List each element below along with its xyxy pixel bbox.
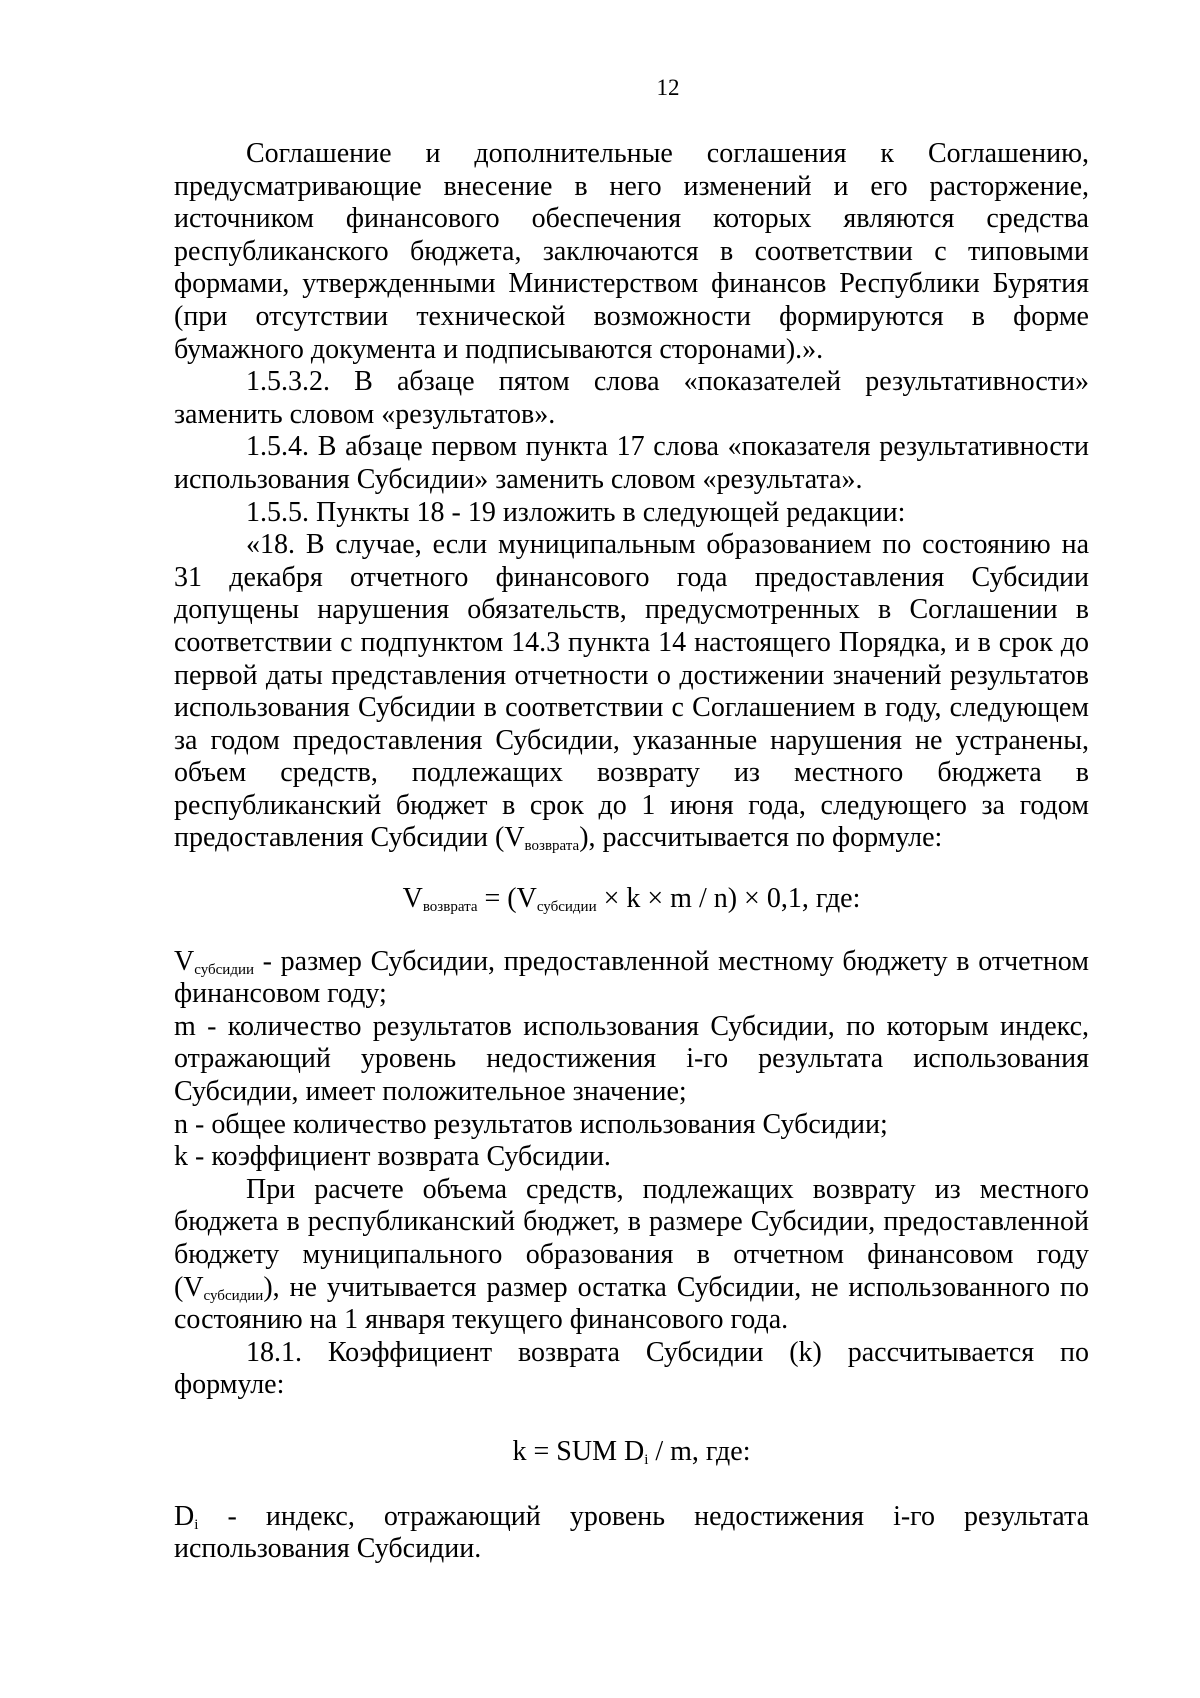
formula-tail: × k × m / n) × 0,1, где: bbox=[596, 883, 861, 915]
item-18-text: «18. В случае, если муниципальным образованием по состоянию на 31 декабря отчетного финансового года предоставления Субсидии допущены нарушения обязательств, предусмотренных в Соглашении в соответствии с подпунктом 14.3 пункта 14 настоящего Порядка, и в срок до первой даты представления отчетности о достижении значений результатов использования Субсидии в соответствии с Соглашением в году, следующем за годом предоставления Субсидии, указанные нарушения не устранены, объем средств, подлежащих возврату из местного бюджета в республиканский бюджет в срок до 1 июня года, следующего за годом предоставления Субсидии (V bbox=[174, 529, 1089, 854]
refund-calc-tail: ), не учитывается размер остатка Субсидии, не использованного по состоянию на 1 января текущего финансового года. bbox=[174, 1271, 1089, 1336]
formula-k-subscript: i bbox=[644, 1451, 649, 1468]
document-body bbox=[174, 138, 1089, 1566]
item-18-subscript: возврата bbox=[524, 838, 580, 855]
definition-v-subscript: субсидии bbox=[194, 961, 254, 978]
definition-d-subscript: i bbox=[194, 1516, 199, 1533]
definition-v-text: - размер Субсидии, предоставленной местному бюджету в отчетном финансовом году; bbox=[174, 945, 1089, 1010]
item-18-tail: ), рассчитывается по формуле: bbox=[579, 822, 943, 854]
formula-k-main: k = SUM D bbox=[512, 1435, 645, 1467]
paragraph-refund-calculation bbox=[174, 1174, 1089, 1337]
formula-refund-volume bbox=[174, 883, 1089, 916]
formula-middle: = (V bbox=[477, 883, 537, 915]
paragraph-1-5-4: 1.5.4. В абзаце первом пункта 17 слова «показателя результативности использования Субсидии» заменить словом «результата». bbox=[174, 431, 1089, 495]
definition-d-index bbox=[174, 1501, 1089, 1566]
definition-v: V bbox=[174, 945, 195, 977]
definition-d: D bbox=[174, 1500, 195, 1532]
paragraph-18-1: 18.1. Коэффициент возврата Субсидии (k) рассчитывается по формуле: bbox=[174, 1336, 1089, 1401]
formula-coefficient bbox=[174, 1436, 1089, 1469]
page-number: 12 bbox=[656, 75, 680, 100]
formula-v: V bbox=[402, 883, 423, 915]
paragraph-1-5-3-2: 1.5.3.2. В абзаце пятом слова «показателей результативности» заменить словом «результатов». bbox=[174, 366, 1089, 430]
refund-calc-subscript: субсидии bbox=[203, 1287, 264, 1304]
paragraph-1-5-5: 1.5.5. Пункты 18 - 19 изложить в следующей редакции: bbox=[246, 496, 906, 528]
refund-calc-text: При расчете объема средств, подлежащих возврату из местного бюджета в республиканский бюджет, в размере Субсидии, предоставленной бюджету муниципального образования в отчетном финансовом году (V bbox=[174, 1173, 1089, 1303]
definition-v-subsidy bbox=[174, 946, 1089, 1011]
paragraph-item-18 bbox=[174, 529, 1089, 855]
formula-k-tail: / m, где: bbox=[648, 1435, 751, 1467]
paragraph-agreement-forms: Соглашение и дополнительные соглашения к Соглашению, предусматривающие внесение в него изменений и его расторжение, источником финансового обеспечения которых являются средства республиканского бюджета, заключаются в соответствии с типовыми формами, утвержденными Министерством финансов Республики Бурятия (при отсутствии технической возможности формируются в форме бумажного документа и подписываются сторонами).». bbox=[174, 138, 1089, 365]
definition-n: n - общее количество результатов использования Субсидии; bbox=[174, 1108, 888, 1140]
definition-k: k - коэффициент возврата Субсидии. bbox=[174, 1141, 611, 1173]
formula-sub-subsidy: субсидии bbox=[536, 899, 597, 916]
formula-sub-refund: возврата bbox=[422, 899, 478, 916]
definition-d-text: - индекс, отражающий уровень недостижения i-го результата использования Субсидии. bbox=[174, 1500, 1089, 1565]
definition-m: m - количество результатов использования Субсидии, по которым индекс, отражающий уровень недостижения i-го результата использования Субсидии, имеет положительное значение; bbox=[174, 1010, 1089, 1108]
